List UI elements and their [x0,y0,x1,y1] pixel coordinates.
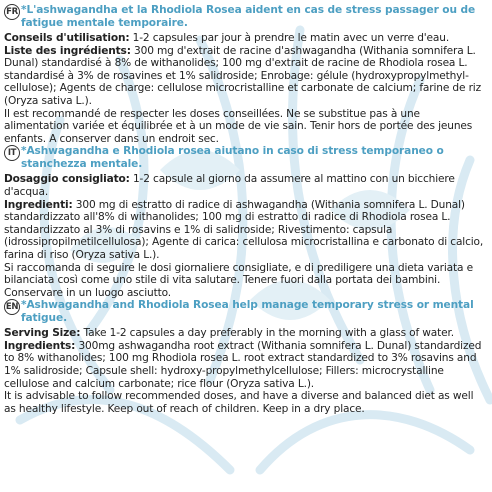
ingredients-paragraph [4,45,486,108]
advice-paragraph: Il est recommandé de respecter les doses conseillées. Ne se substitue pas à une alimentation variée et équilibrée et à un mode de vie sain. Tenir hors de portée des jeunes enfants. A conserver dans un endroit sec. [4,107,473,145]
section-header [4,4,486,30]
ingredients-label: Ingredienti: [4,198,73,211]
lang-badge-fr: FR [4,4,20,20]
section-it [4,145,486,299]
usage-text: Take 1-2 capsules a day preferably in the morning with a glass of water. [80,327,454,340]
usage-text: 1-2 capsules par jour à prendre le matin avec un verre d'eau. [129,32,450,44]
section-fr [4,4,486,145]
usage-text: 1-2 capsule al giorno da assumere al mattino con un bicchiere d'acqua. [4,173,455,198]
ingredients-text: 300mg ashwagandha root extract (Withania somnifera L. Dunal) standardized to 8% withanolides; 100 mg Rhodiola rosea L. root extract standardized to 3% rosavins and 1% salidroside; Capsule shell: hydroxy-propylmethylcellulose; Fillers: microcrystalline cellulose and calcium carbonate; rice flour (Oryza sativa L.). [4,339,482,390]
usage-label: Serving Size: [4,327,81,340]
advice-paragraph: Si raccomanda di seguire le dosi giornaliere consigliate, e di prediligere una dieta variata e bilanciata così come uno stile di vita salutare. Tenere fuori dalla portata dei bambini. Conservare in un luogo asciutto. [4,261,473,299]
advice-paragraph: It is advisable to follow recommended doses, and have a diverse and balanced diet as well as healthy lifestyle. Keep out of reach of children. Keep in a dry place. [4,390,474,415]
section-en [4,299,486,415]
usage-paragraph [4,327,486,340]
headline: *L'ashwagandha et la Rhodiola Rosea aident en cas de stress passager ou de fatigue mentale temporaire. [21,4,476,29]
usage-paragraph [4,173,486,198]
section-header [4,299,486,325]
ingredients-text: 300 mg di estratto di radice di ashwagandha (Withania somnifera L. Dunal) standardizzato all'8% di withanolides; 100 mg di estratto di radice di Rhodiola rosea L. standardizzato al 3% di rosavins e 1% di salidroside; Rivestimento: capsula (idrossipropilmetilcellulosa); Agente di carica: cellulosa microcristallina e carbonato di calcio, farina di riso (Oryza sativa L.). [4,198,484,261]
ingredients-paragraph [4,199,486,262]
usage-label: Conseils d'utilisation: [4,32,130,44]
lang-badge-en: EN [4,299,20,315]
usage-paragraph [4,32,486,45]
headline: *Ashwagandha and Rhodiola Rosea help manage temporary stress or mental fatigue. [21,299,474,325]
ingredients-label: Ingredients: [4,339,76,352]
usage-label: Dosaggio consigliato: [4,173,130,186]
section-header [4,145,486,171]
lang-badge-it: IT [4,145,20,161]
ingredients-paragraph [4,340,486,390]
headline: *Ashwagandha e Rhodiola rosea aiutano in caso di stress temporaneo o stanchezza mentale. [21,145,444,171]
ingredients-label: Liste des ingrédients: [4,44,131,57]
ingredients-text: 300 mg d'extrait de racine d'ashwagandha (Withania somnifera L. Dunal) standardisé à 8% de withanolides; 100 mg d'extrait de racine de Rhodiola rosea L. standardisé à 3% de rosavines et 1% salidroside; Enrobage: gélule (hydroxypropylmethyl-cellulose); Agents de charge: cellulose microcristalline et carbonate de calcium; farine de riz (Oryza sativa L.). [4,44,481,107]
